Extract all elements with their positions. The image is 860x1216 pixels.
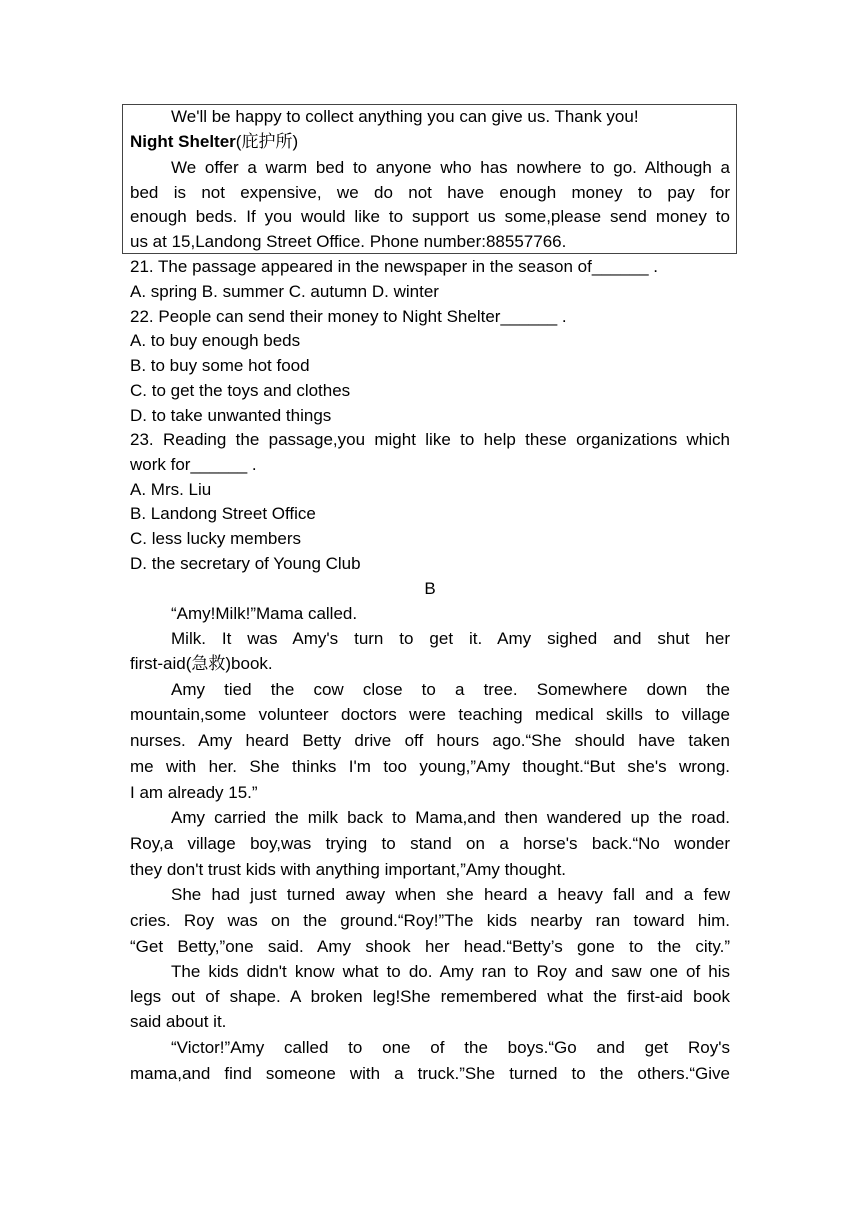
- notice-heading-cn: (庇护所): [235, 132, 299, 151]
- story-line: Roy,a village boy,was trying to stand on a horse's back.“No wonder: [130, 834, 730, 853]
- question-line: A. to buy enough beds: [130, 331, 301, 350]
- notice-thanks: We'll be happy to collect anything you can give us. Thank you!: [171, 107, 639, 126]
- story-line: “Amy!Milk!”Mama called.: [171, 604, 358, 623]
- story-line: cries. Roy was on the ground.“Roy!”The kids nearby ran toward him.: [130, 911, 730, 930]
- story-line: “Get Betty,”one said. Amy shook her head.“Betty’s gone to the city.”: [130, 937, 730, 956]
- question-line: C. less lucky members: [130, 529, 301, 548]
- question-line: D. the secretary of Young Club: [130, 554, 361, 573]
- notice-body-line: bed is not expensive, we do not have enough money to pay for: [130, 183, 730, 202]
- question-line: D. to take unwanted things: [130, 406, 332, 425]
- story-line: Milk. It was Amy's turn to get it. Amy sighed and shut her: [171, 629, 730, 648]
- story-line: first-aid(急救)book.: [130, 654, 273, 673]
- question-line: A. Mrs. Liu: [130, 480, 212, 499]
- story-line: She had just turned away when she heard a heavy fall and a few: [171, 885, 730, 904]
- question-line: 23. Reading the passage,you might like to help these organizations which: [130, 430, 730, 449]
- question-line: 22. People can send their money to Night Shelter______ .: [130, 307, 567, 326]
- notice-body-line: us at 15,Landong Street Office. Phone number:88557766.: [130, 232, 567, 251]
- story-line: said about it.: [130, 1012, 227, 1031]
- section-label: B: [424, 579, 436, 598]
- notice-heading-bold: Night Shelter: [130, 132, 236, 151]
- question-line: C. to get the toys and clothes: [130, 381, 351, 400]
- story-line: I am already 15.”: [130, 783, 258, 802]
- story-line: they don't trust kids with anything important,”Amy thought.: [130, 860, 567, 879]
- story-line: Amy tied the cow close to a tree. Somewhere down the: [171, 680, 730, 699]
- story-line: “Victor!”Amy called to one of the boys.“Go and get Roy's: [171, 1038, 730, 1057]
- question-line: B. Landong Street Office: [130, 504, 316, 523]
- story-line: nurses. Amy heard Betty drive off hours ago.“She should have taken: [130, 731, 730, 750]
- story-line: me with her. She thinks I'm too young,”Amy thought.“But she's wrong.: [130, 757, 730, 776]
- story-line: mama,and find someone with a truck.”She turned to the others.“Give: [130, 1064, 730, 1083]
- story-line: legs out of shape. A broken leg!She remembered what the first-aid book: [130, 987, 730, 1006]
- notice-body-line: enough beds. If you would like to support us some,please send money to: [130, 207, 730, 226]
- question-line: work for______ .: [130, 455, 257, 474]
- question-line: B. to buy some hot food: [130, 356, 310, 375]
- story-line: Amy carried the milk back to Mama,and then wandered up the road.: [171, 808, 730, 827]
- notice-body-line: We offer a warm bed to anyone who has nowhere to go. Although a: [171, 158, 730, 177]
- question-line: A. spring B. summer C. autumn D. winter: [130, 282, 439, 301]
- notice-heading: [130, 130, 298, 154]
- story-line: The kids didn't know what to do. Amy ran to Roy and saw one of his: [171, 962, 730, 981]
- question-line: 21. The passage appeared in the newspaper in the season of______ .: [130, 257, 659, 276]
- story-line: mountain,some volunteer doctors were teaching medical skills to village: [130, 705, 730, 724]
